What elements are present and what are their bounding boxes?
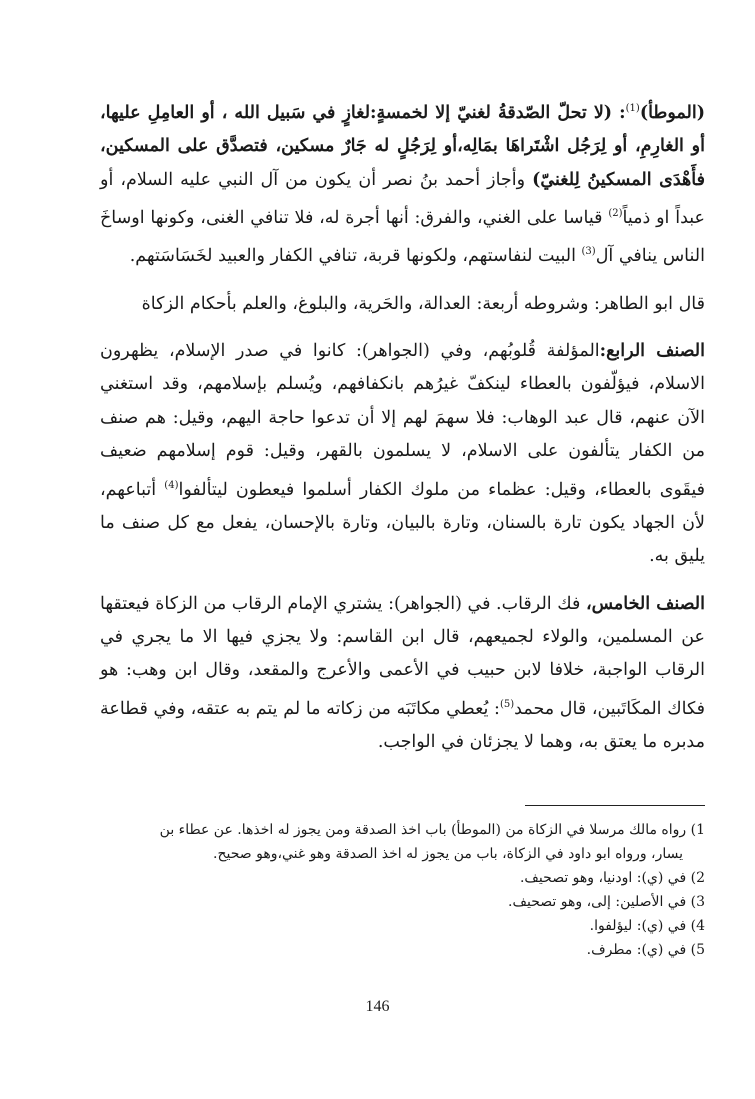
section-heading-fifth: الصنف الخامس، [585, 593, 705, 614]
paragraph-3-text-b: أتباعهم، لأن الجهاد يكون تارة بالسنان، وتارة بالبيان، وتارة بالإحسان، يفعل مع كل صنف ما يليق به. [100, 479, 705, 567]
footnote-ref-1: (1) [625, 103, 640, 114]
main-text [100, 92, 705, 773]
paragraph-1-text-a: وأجاز أحمد بنُ نصر أن يكون من آل النبي عليه السلام، أو عبداً او ذمياً [100, 169, 705, 228]
paragraph-1-text-b: قياسا على الغني، والفرق: أنها أجرة له، فلا تنافي الغنى، وكونها اوساخَ الناس ينافي آل [100, 207, 705, 267]
paragraph-3-text-a: المؤلفة قُلوبُهم، وفي (الجواهر): كانوا في صدر الإسلام، يظهرون الاسلام، فيؤلّفون بالعطاء لينكفّ غيرُهم بانكفافهم، ويُسلم بإسلامهم، وقد استغني الآن عنهم، قال عبد الوهاب: فلا سهمَ لهم إلا أن تدعوا حاجة اليهم، وقيل: هم صنف من الكفار يتألفون على الاسلام، لا يسلمون بالقهر، وقيل: قوم إسلامهم ضعيف فيقَوى بالعطاء، وقيل: عظماء من ملوك الكفار أسلموا فيعطون ليتألفوا [100, 340, 706, 500]
footnote-ref-5: (5) [499, 698, 515, 710]
footnote-4: 4) في (ي): ليؤلفوا. [589, 918, 705, 934]
footnote-5: 5) في (ي): مطرف. [586, 942, 705, 958]
footnotes [100, 818, 705, 962]
footnote-ref-3: (3) [581, 246, 596, 258]
paragraph-4 [100, 588, 705, 760]
footnote-1-continued: يسار، ورواه ابو داود في الزكاة، باب من يجوز له اخذ الصدقة وهو غني،وهو صحيح. [213, 846, 683, 862]
paragraph-1-lead: (الموطأ) [639, 102, 705, 123]
paragraph-4-text-a: فك الرقاب. في (الجواهر): يشتري الإمام الرقاب من الزكاة فيعتقها عن المسلمين، والولاء لجميعهم، قال ابن القاسم: ولا يجزي فيها الا ما يجري في الرقاب الواجبة، خلافا لابن حبيب في الأعمى والأعرج والمقعد، وقال ابن وهب: هو فكاك المكَاتَبين، قال محمد [100, 593, 705, 719]
footnote-divider [525, 805, 705, 806]
footnote-ref-2: (2) [608, 208, 623, 220]
footnote-1: 1) رواه مالك مرسلا في الزكاة من (الموطأ) باب اخذ الصدقة ومن يجوز له اخذها. عن عطاء بن [159, 822, 705, 838]
section-heading-fourth: الصنف الرابع: [599, 340, 705, 361]
paragraph-3 [100, 335, 705, 574]
paragraph-2: قال ابو الطاهر: وشروطه أربعة: العدالة، والحَرية، والبلوغ، والعلم بأحكام الزكاة [141, 293, 705, 314]
footnote-3: 3) في الأصلين: إلى، وهو تصحيف. [508, 894, 705, 910]
paragraph-1-text-c: البيت لنفاستهم، ولكونها قربة، تنافي الكفار والعبيد لخَسَاسَتهم. [129, 246, 582, 267]
paragraph-1 [100, 92, 705, 274]
page-number: 146 [365, 998, 390, 1015]
footnote-2: 2) في (ي): اودنيا، وهو تصحيف. [519, 870, 705, 886]
paragraph-4-text-b: : يُعطي مكاتَبَه من زكاته ما لم يتم به عتقه، وفي قطاعة مدبره ما يعتق به، وهما لا يجزئان في الواجب. [100, 698, 705, 753]
footnote-ref-4: (4) [164, 479, 179, 491]
hadith-quote: : (لا تحلّ الصّدقةُ لغنيّ إلا لخمسةٍ:لغازٍ في سَبيل الله ، أو العامِلِ عليها، أو الغارِمِ، أو لِرَجُل اشْتَراهَا بمَالِه،أو لِرَجُلٍ له جَارٌ مسكين، فتصدَّق على المسكين، فأَهْدَى المسكينُ لِلغنيّ) [100, 102, 705, 190]
